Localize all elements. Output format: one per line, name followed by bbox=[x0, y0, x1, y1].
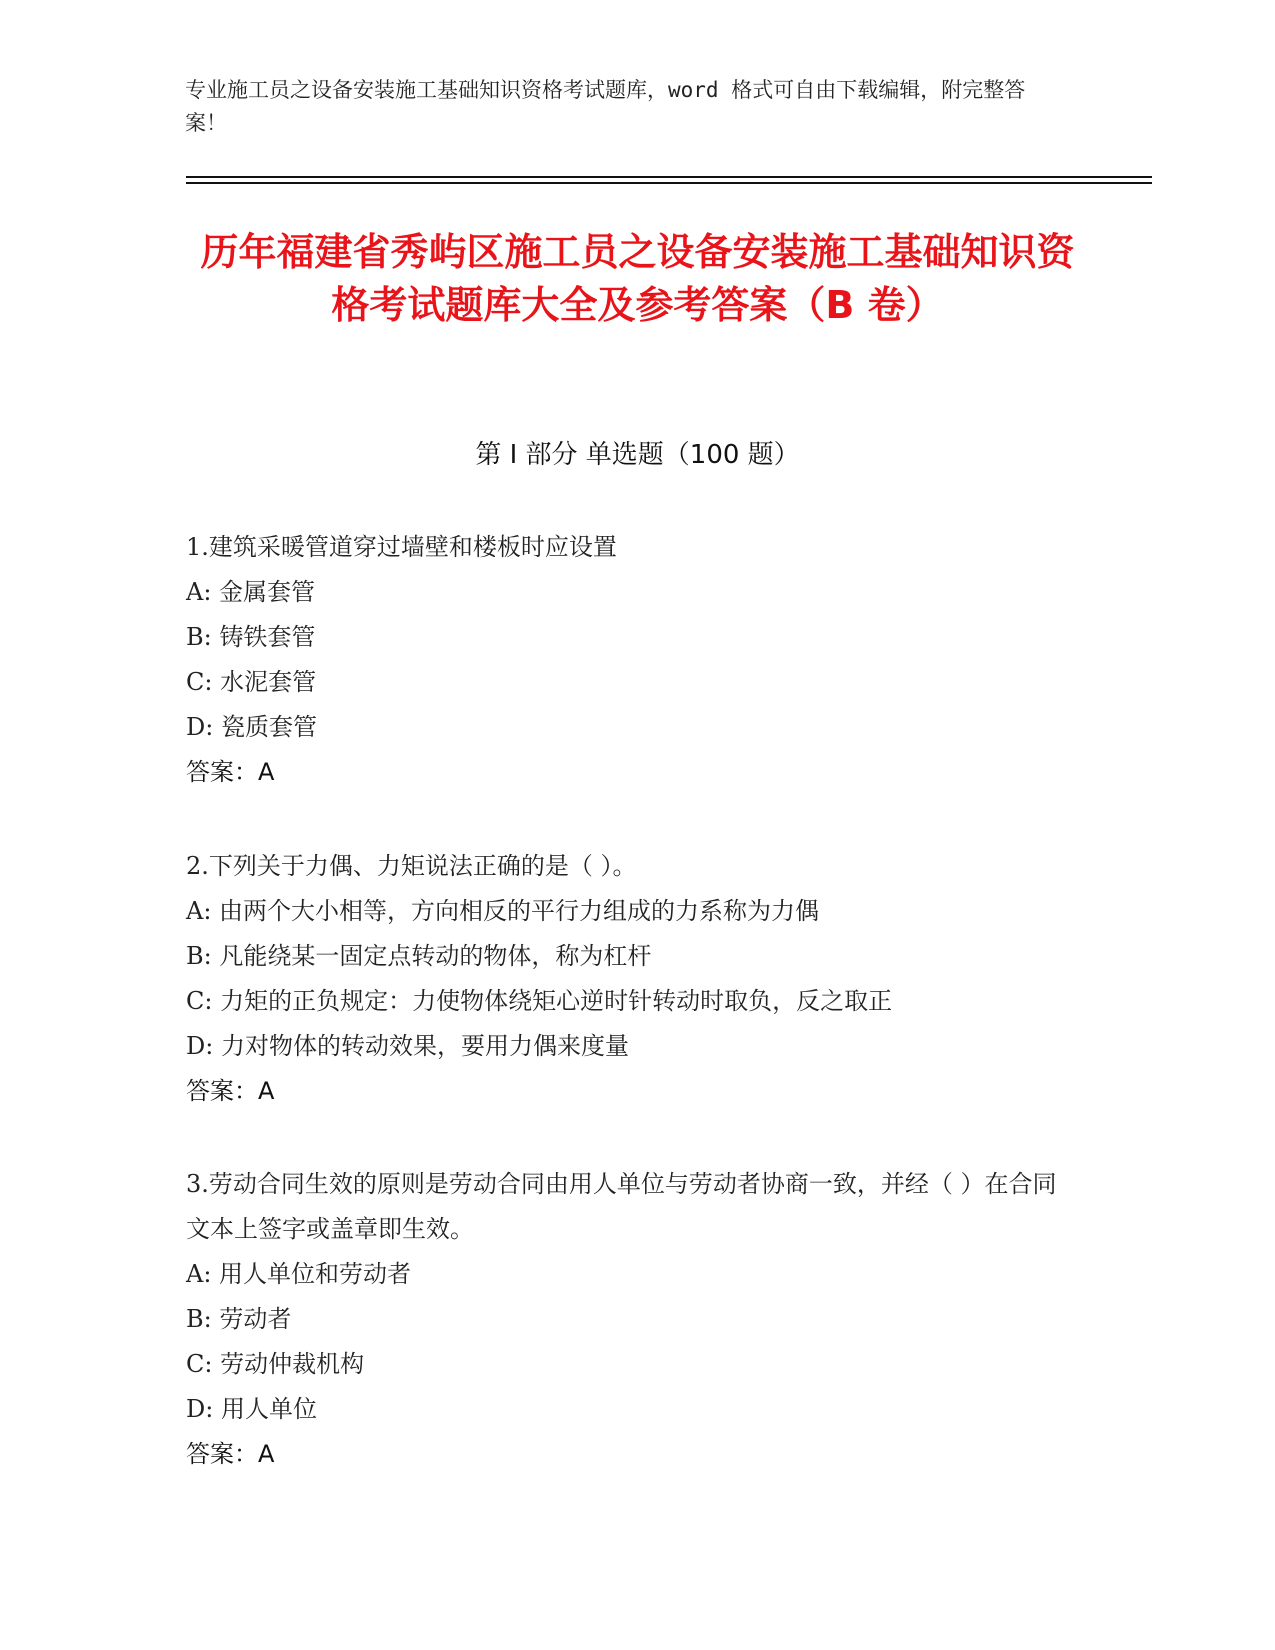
option-a: A: 用人单位和劳动者 bbox=[186, 1260, 412, 1288]
answer-line: 答案：A bbox=[186, 1440, 275, 1468]
section-heading: 第 I 部分 单选题（100 题） bbox=[475, 440, 800, 470]
option-d: D: 用人单位 bbox=[186, 1395, 317, 1423]
question-3 bbox=[186, 1162, 1066, 1477]
option-b: B: 凡能绕某一固定点转动的物体，称为杠杆 bbox=[186, 942, 652, 970]
question-stem: 1.建筑采暖管道穿过墙壁和楼板时应设置 bbox=[186, 533, 617, 561]
header-divider-bottom bbox=[186, 182, 1152, 184]
question-1 bbox=[186, 525, 1066, 795]
answer-line: 答案：A bbox=[186, 758, 275, 786]
answer-line: 答案：A bbox=[186, 1077, 275, 1105]
question-stem: 2.下列关于力偶、力矩说法正确的是（ ）。 bbox=[186, 852, 637, 880]
option-a: A: 由两个大小相等，方向相反的平行力组成的力系称为力偶 bbox=[186, 897, 820, 925]
option-c: C: 水泥套管 bbox=[186, 668, 317, 696]
document-title: 历年福建省秀屿区施工员之设备安装施工基础知识资格考试题库大全及参考答案（B 卷） bbox=[200, 230, 1075, 327]
option-a: A: 金属套管 bbox=[186, 578, 316, 606]
option-d: D: 瓷质套管 bbox=[186, 713, 317, 741]
question-2 bbox=[186, 844, 1066, 1114]
option-b: B: 铸铁套管 bbox=[186, 623, 316, 651]
option-d: D: 力对物体的转动效果，要用力偶来度量 bbox=[186, 1032, 629, 1060]
option-b: B: 劳动者 bbox=[186, 1305, 292, 1333]
option-c: C: 劳动仲裁机构 bbox=[186, 1350, 365, 1378]
question-stem: 3.劳动合同生效的原则是劳动合同由用人单位与劳动者协商一致，并经（ ）在合同文本上签字或盖章即生效。 bbox=[186, 1170, 1057, 1243]
header-divider-top bbox=[186, 176, 1152, 178]
option-c: C: 力矩的正负规定：力使物体绕矩心逆时针转动时取负，反之取正 bbox=[186, 987, 893, 1015]
header-note: 专业施工员之设备安装施工基础知识资格考试题库，word 格式可自由下载编辑，附完整答案！ bbox=[185, 78, 1026, 135]
